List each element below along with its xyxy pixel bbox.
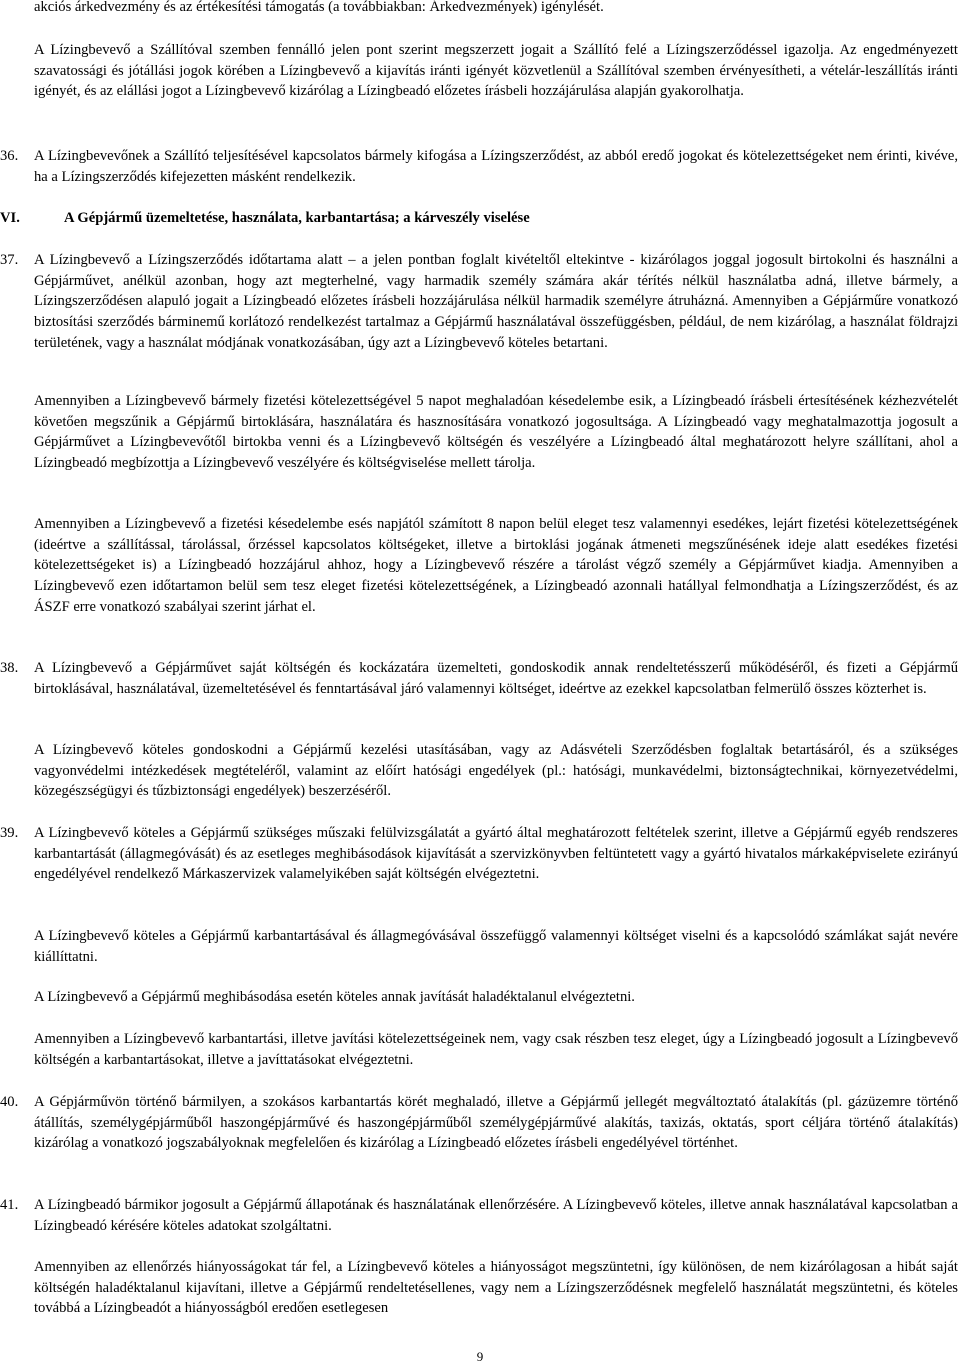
paragraph-35-continued: A Lízingbevevő a Szállítóval szemben fennálló jelen pont szerint megszerzett jogait a Szállító felé a Lízingszerződéssel igazolja. Az engedményezett szavatossági és jótállási jogok körében a Lízingbevevő a kijavítás iránti igényét közvetlenül a Szállítóval szemben érvényesítheti, a vételár-leszállítás iránti igényét, és az elállási jogot a Lízingbevevő kizárólag a Lízingbeadó előzetes írásbeli hozzájárulása alapján gyakorolhatja.	[34, 42, 958, 100]
paragraph-38b: A Lízingbevevő köteles gondoskodni a Gépjármű kezelési utasításában, vagy az Adásvételi Szerződésben foglaltak betartásáról, és a szükséges vagyonvédelmi intézkedések megtételéről, valamint az előírt hatósági engedélyek (pl.: hatósági, munkavédelmi, biztonságtechnikai, környezetvédelmi, közegészségügyi és tűzbiztonsági engedélyek) beszerzéséről.	[34, 742, 958, 800]
clause-38	[0, 658, 958, 699]
clause-number: 39.	[0, 825, 19, 841]
paragraph-39b: A Lízingbevevő köteles a Gépjármű karbantartásával és állagmegóvásával összefüggő valamennyi költséget viselni és a kapcsolódó számlákat saját nevére kiállíttatni.	[34, 928, 958, 965]
clause-text: A Lízingbevevő a Lízingszerződés időtartama alatt – a jelen pontban foglalt kivételtől eltekintve - kizárólagos joggal jogosult birtokolni és használni a Gépjárművet, anélkül azonban, hogy azt megterhelné, vagy harmadik személy számára akár térítés nélkül használatba adná, illetve bármely, a Lízingszerződésen alapuló jogait a Lízingbeadó előzetes írásbeli hozzájárulása nélkül harmadik személyre átruházná. Amennyiben a Gépjárműre vonatkozó biztosítási szerződés bárminemű korlátozó rendelkezést tartalmaz a Gépjármű használatával összefüggésben, például, de nem kizárólag, a használat földrajzi területének, vagy a használat módjának vonatkozásában, úgy azt a Lízingbevevő köteles betartani.	[34, 252, 958, 351]
clause-text: A Lízingbevevő a Gépjárművet saját költségén és kockázatára üzemelteti, gondoskodik annak rendeltetésszerű működéséről, és fizeti a Gépjármű birtoklásával, használatával, üzemeltetésével és fenntartásával járó valamennyi költséget, ideértve az ezekkel kapcsolatban felmerülő összes közterhet is.	[34, 660, 958, 697]
paragraph-39c: A Lízingbevevő a Gépjármű meghibásodása esetén köteles annak javítását haladéktalanul elvégeztetni.	[34, 989, 635, 1005]
paragraph-41b: Amennyiben az ellenőrzés hiányosságokat tár fel, a Lízingbevevő köteles a hiányosságot megszüntetni, így különösen, de nem kizárólagosan a hibát saját költségén haladéktalanul kijavítani, illetve a Gépjármű rendeltetésellenes, vagy nem a Lízingszerződésnek megfelelő használatát megszüntetni, és köteles továbbá a Lízingbeadót a hiányosságból eredően esetlegesen	[34, 1259, 958, 1317]
paragraph-carryover: akciós árkedvezmény és az értékesítési támogatás (a továbbiakban: Árkedvezmények) igénylését.	[34, 0, 604, 15]
clause-39	[0, 823, 958, 885]
clause-number: 37.	[0, 252, 19, 268]
page-number: 9	[476, 1349, 484, 1364]
section-number: VI.	[0, 210, 20, 226]
clause-text: A Gépjárművön történő bármilyen, a szokásos karbantartás körét meghaladó, illetve a Gépjármű jellegét megváltoztató átalakítás (pl. gázüzemre történő átállítás, személygépjárműből haszongépjárművé és haszongépjárműből személygépjárművé alakítás, taxizás, oktatás, sport céljára történő átalakítás) kizárólag a vonatkozó jogszabályoknak megfelelően és kizárólag a Lízingbeadó előzetes írásbeli engedélyével történhet.	[34, 1094, 958, 1152]
clause-number: 41.	[0, 1197, 19, 1213]
clause-number: 36.	[0, 148, 19, 164]
clause-text: A Lízingbevevő köteles a Gépjármű szükséges műszaki felülvizsgálatát a gyártó által meghatározott feltételek szerint, illetve a Gépjármű egyéb rendszeres karbantartását (állagmegóvását) és az esetleges meghibásodások kijavítását a szervizkönyvben feltüntetett vagy a gyártó hivatalos márkaképviselete ezirányú engedélyével rendelkező Márkaszervizek valamelyikében saját költségén elvégeztetni.	[34, 825, 958, 883]
paragraph-39d: Amennyiben a Lízingbevevő karbantartási, illetve javítási kötelezettségeinek nem, vagy csak részben tesz eleget, úgy a Lízingbeadó jogosult a Lízingbevevő költségén a karbantartásokat, illetve a javíttatásokat elvégeztetni.	[34, 1031, 958, 1068]
paragraph-37b: Amennyiben a Lízingbevevő bármely fizetési kötelezettségével 5 napot meghaladóan késedelembe esik, a Lízingbeadó írásbeli értesítésének kézhezvételét követően megszűnik a Gépjármű birtoklására, használatára és hasznosítására vonatkozó jogosultsága. A Lízingbeadó vagy meghatalmazottja jogosult a Gépjárművet a Lízingbevevőtől birtokba venni és a Lízingbevevő költségén és veszélyére a Lízingbeadó által meghatározott helyre szállítani, ahol a Lízingbeadó megbízottja a Lízingbevevő veszélyére és költségviselése mellett tárolja.	[34, 393, 958, 472]
section-heading-vi	[0, 208, 958, 229]
paragraph-37c: Amennyiben a Lízingbevevő a fizetési késedelembe esés napjától számított 8 napon belül eleget tesz valamennyi esedékes, lejárt fizetési kötelezettségének (ideértve a szállítással, tárolással, őrzéssel kapcsolatos költségeket, illetve a birtoklási jogának átmeneti megszűnésének ideje alatt esedékes fizetési kötelezettségeket is) a Lízingbeadó hozzájárul ahhoz, hogy a Lízingbevevő részére a tárolást végző személy a Gépjárművet kiadja. Amennyiben a Lízingbevevő ezen időtartamon belül sem tesz eleget fizetési kötelezettségének, a Lízingbeadó azonnali hatállyal felmondhatja a Lízingszerződést, és az ÁSZF erre vonatkozó szabályai szerint járhat el.	[34, 516, 958, 615]
clause-37	[0, 250, 958, 354]
clause-36	[0, 146, 958, 187]
clause-text: A Lízingbeadó bármikor jogosult a Gépjármű állapotának és használatának ellenőrzésére. A Lízingbevevő köteles, illetve annak használatával kapcsolatban a Lízingbeadó kérésére köteles adatokat szolgáltatni.	[34, 1197, 958, 1234]
clause-41	[0, 1195, 958, 1236]
clause-number: 40.	[0, 1094, 19, 1110]
clause-number: 38.	[0, 660, 19, 676]
section-title: A Gépjármű üzemeltetése, használata, karbantartása; a kárveszély viselése	[64, 210, 530, 226]
clause-text: A Lízingbevevőnek a Szállító teljesítésével kapcsolatos bármely kifogása a Lízingszerződést, az abból eredő jogokat és kötelezettségeket nem érinti, kivéve, ha a Lízingszerződés kifejezetten másként rendelkezik.	[34, 148, 958, 185]
clause-40	[0, 1092, 958, 1154]
